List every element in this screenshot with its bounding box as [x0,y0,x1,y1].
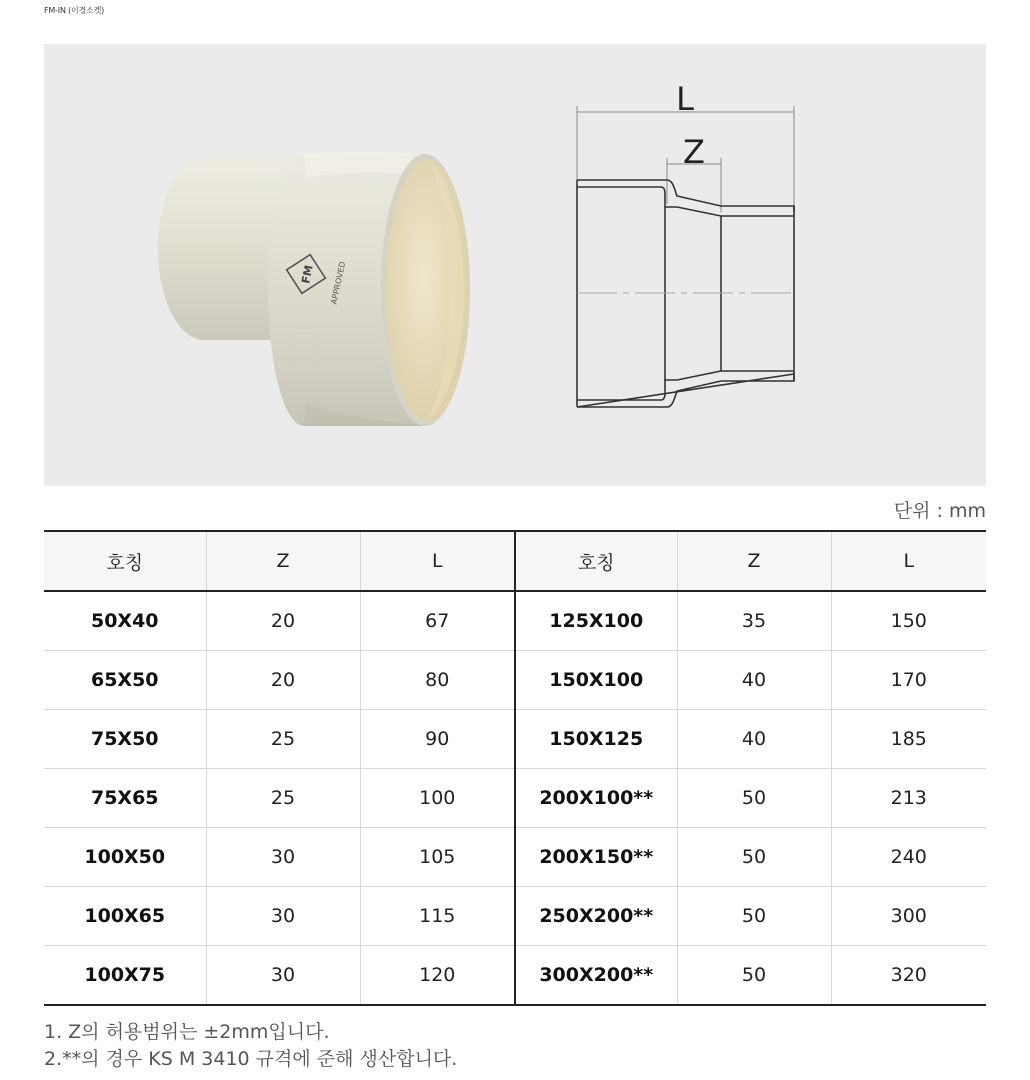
l-cell: 150 [831,591,986,651]
l-cell: 213 [831,769,986,828]
z-cell: 25 [206,769,360,828]
l-cell: 67 [360,591,515,651]
l-cell: 185 [831,710,986,769]
size-cell: 300X200** [515,946,677,1006]
header-z: Z [206,531,360,591]
l-cell: 105 [360,828,515,887]
table-row [44,651,986,710]
z-cell: 40 [677,710,831,769]
header-l: L [360,531,515,591]
z-cell: 30 [206,887,360,946]
header-size: 호칭 [515,531,677,591]
size-cell: 200X150** [515,828,677,887]
z-cell: 50 [677,887,831,946]
header-size: 호칭 [44,531,206,591]
l-cell: 115 [360,887,515,946]
l-cell: 100 [360,769,515,828]
size-cell: 100X75 [84,964,166,986]
table-header-row [44,531,986,591]
size-cell: 75X65 [44,769,206,828]
size-cell: 125X100 [515,591,677,651]
l-cell: 240 [831,828,986,887]
label-z: Z [683,133,705,171]
fm-badge-text: FM [299,263,316,285]
size-cell: 75X50 [44,710,206,769]
size-cell: 65X50 [44,651,206,710]
size-cell: 200X100** [515,769,677,828]
page-caption: FM-IN (이경소켓) [44,6,105,15]
table-row [44,769,986,828]
l-cell: 170 [831,651,986,710]
z-cell: 25 [206,710,360,769]
l-cell: 320 [831,946,986,1006]
size-cell: 50X40 [44,591,206,651]
label-l: L [676,80,694,118]
footnote: 1. Z의 허용범위는 ±2mm입니다. [44,1021,330,1043]
z-cell: 35 [677,591,831,651]
size-cell: 250X200** [515,887,677,946]
z-cell: 20 [206,651,360,710]
z-cell: 30 [206,946,360,1006]
table-row [44,710,986,769]
table-row [44,946,986,1006]
l-cell: 90 [360,710,515,769]
l-cell: 120 [360,946,515,1006]
z-cell: 40 [677,651,831,710]
z-cell: 50 [677,769,831,828]
header-z: Z [677,531,831,591]
approved-text: APPROVED [329,260,348,306]
size-cell: 150X125 [515,710,677,769]
table-row [44,591,986,651]
unit-label: 단위 : mm [893,500,986,522]
z-cell: 50 [677,946,831,1006]
l-cell: 80 [360,651,515,710]
size-cell: 100X65 [44,887,206,946]
spec-table [44,530,986,1006]
footnote: 2.**의 경우 KS M 3410 규격에 준해 생산합니다. [44,1048,458,1070]
size-cell: 150X100 [515,651,677,710]
header-l: L [831,531,986,591]
table-row [44,887,986,946]
product-image-panel [44,44,986,486]
l-cell: 300 [831,887,986,946]
z-cell: 30 [206,828,360,887]
size-cell: 100X50 [44,828,206,887]
z-cell: 20 [206,591,360,651]
z-cell: 50 [677,828,831,887]
product-illustration [44,44,986,486]
table-row [44,828,986,887]
reducer-socket-photo [158,152,470,426]
footnotes [44,1019,457,1073]
